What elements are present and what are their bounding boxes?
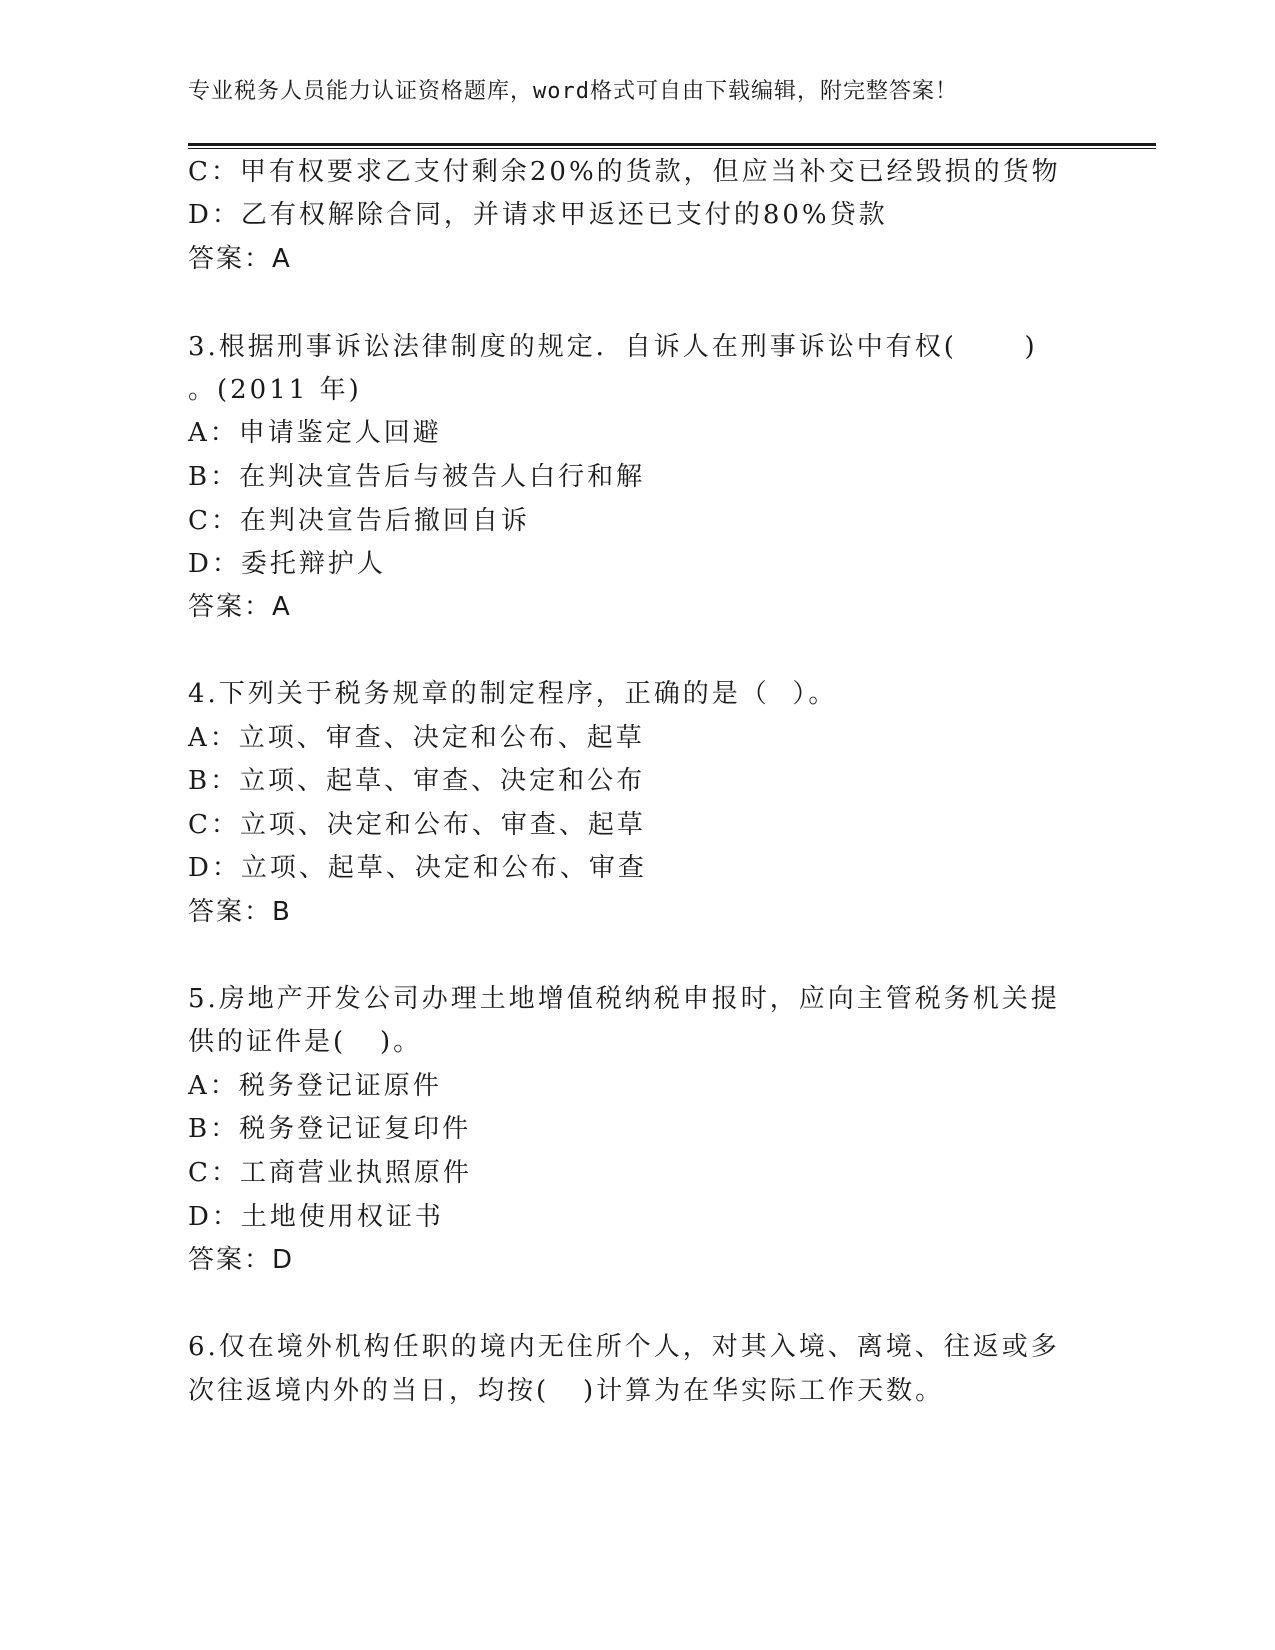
q5-option-c: C：工商营业执照原件: [188, 1158, 472, 1188]
q4-option-c: C：立项、决定和公布、审查、起草: [188, 810, 646, 840]
q5-answer: 答案：D: [188, 1245, 295, 1275]
q4-option-d: D：立项、起草、决定和公布、审查: [188, 853, 647, 883]
q4-stem-line1: 4.下列关于税务规章的制定程序，正确的是（ ）。: [188, 679, 838, 709]
q5-stem-line2: 供的证件是( )。: [188, 1027, 423, 1057]
q5-stem-line1: 5.房地产开发公司办理土地增值税纳税申报时，应向主管税务机关提: [188, 984, 1060, 1014]
page-header: 专业税务人员能力认证资格题库，word格式可自由下载编辑，附完整答案！: [188, 79, 958, 104]
q3-option-b: B：在判决宣告后与被告人白行和解: [188, 462, 646, 492]
q4-option-a: A：立项、审查、决定和公布、起草: [188, 723, 645, 753]
q5-option-d: D：土地使用权证书: [188, 1202, 444, 1232]
q2-option-c: C：甲有权要求乙支付剩余20%的货款，但应当补交已经毁损的货物: [188, 157, 1061, 187]
q2-answer: 答案：A: [188, 244, 292, 274]
q3-answer: 答案：A: [188, 592, 292, 622]
q2-option-d: D：乙有权解除合同，并请求甲返还已支付的80%贷款: [188, 200, 888, 230]
q6-stem-line2: 次往返境内外的当日，均按( )计算为在华实际工作天数。: [188, 1376, 945, 1406]
q4-answer: 答案：B: [188, 897, 292, 927]
q6-stem-line1: 6.仅在境外机构任职的境内无住所个人，对其入境、离境、往返或多: [188, 1332, 1060, 1362]
q5-option-b: B：税务登记证复印件: [188, 1114, 472, 1144]
q3-option-d: D：委托辩护人: [188, 549, 386, 579]
q4-option-b: B：立项、起草、审查、决定和公布: [188, 766, 646, 796]
q5-option-a: A：税务登记证原件: [188, 1071, 442, 1101]
q3-stem-line1: 3.根据刑事诉讼法律制度的规定．自诉人在刑事诉讼中有权( ): [188, 332, 1038, 362]
q3-option-c: C：在判决宣告后撤回自诉: [188, 506, 530, 536]
q3-stem-line2: 。(2011 年): [188, 375, 362, 405]
header-rule: [188, 143, 1156, 149]
q3-option-a: A：申请鉴定人回避: [188, 418, 442, 448]
